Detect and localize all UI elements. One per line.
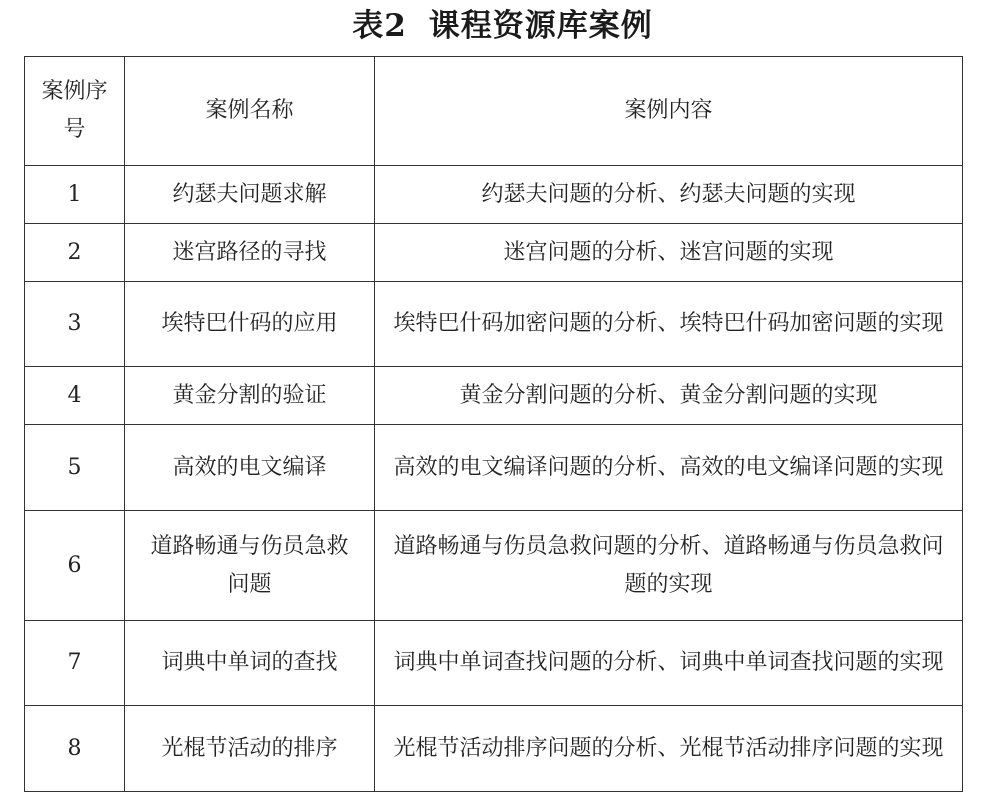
- table-row: [25, 166, 963, 224]
- table-row: [25, 367, 963, 425]
- case-number: 2: [25, 224, 125, 282]
- case-name: 高效的电文编译: [125, 425, 375, 511]
- header-row: [25, 57, 963, 166]
- case-number: 5: [25, 425, 125, 511]
- header-case-name: 案例名称: [125, 57, 375, 166]
- case-number: 6: [25, 511, 125, 621]
- table-caption: [0, 2, 1005, 50]
- case-content: 词典中单词查找问题的分析、词典中单词查找问题的实现: [375, 621, 963, 706]
- case-name: 词典中单词的查找: [125, 621, 375, 706]
- case-name: 迷宫路径的寻找: [125, 224, 375, 282]
- case-number: 1: [25, 166, 125, 224]
- table-row: [25, 224, 963, 282]
- table-title: 课程资源库案例: [428, 8, 653, 44]
- case-content: 约瑟夫问题的分析、约瑟夫问题的实现: [375, 166, 963, 224]
- case-name: 约瑟夫问题求解: [125, 166, 375, 224]
- case-content: 迷宫问题的分析、迷宫问题的实现: [375, 224, 963, 282]
- case-name: 黄金分割的验证: [125, 367, 375, 425]
- table-row: [25, 425, 963, 511]
- case-number: 7: [25, 621, 125, 706]
- case-content: 道路畅通与伤员急救问题的分析、道路畅通与伤员急救问题的实现: [375, 511, 963, 621]
- case-name: 光棍节活动的排序: [125, 706, 375, 792]
- header-case-number: 案例序号: [25, 57, 125, 166]
- case-content: 黄金分割问题的分析、黄金分割问题的实现: [375, 367, 963, 425]
- table-row: [25, 511, 963, 621]
- case-content: 光棍节活动排序问题的分析、光棍节活动排序问题的实现: [375, 706, 963, 792]
- case-content: 高效的电文编译问题的分析、高效的电文编译问题的实现: [375, 425, 963, 511]
- table-row: [25, 706, 963, 792]
- case-name: 埃特巴什码的应用: [125, 282, 375, 367]
- case-table: [24, 56, 963, 792]
- case-number: 4: [25, 367, 125, 425]
- table-number: 表2: [352, 8, 407, 44]
- case-number: 3: [25, 282, 125, 367]
- table-row: [25, 621, 963, 706]
- case-content: 埃特巴什码加密问题的分析、埃特巴什码加密问题的实现: [375, 282, 963, 367]
- table-row: [25, 282, 963, 367]
- header-case-content: 案例内容: [375, 57, 963, 166]
- case-number: 8: [25, 706, 125, 792]
- case-name: 道路畅通与伤员急救问题: [125, 511, 375, 621]
